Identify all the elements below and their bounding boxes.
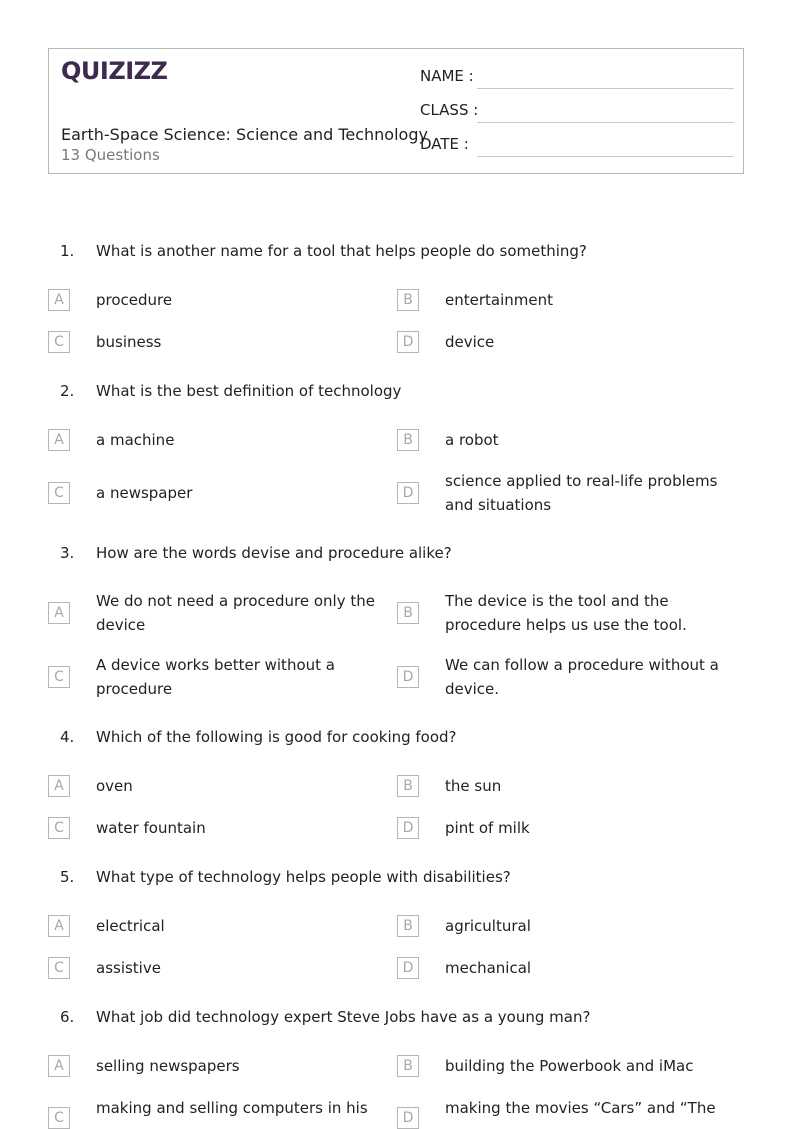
question xyxy=(0,728,794,752)
worksheet-title: Earth-Space Science: Science and Technology xyxy=(61,125,428,144)
option-letter-box[interactable]: B xyxy=(397,775,419,797)
option-text: selling newspapers xyxy=(96,1057,240,1075)
question-text: Which of the following is good for cooking food? xyxy=(96,728,457,746)
option-letter-box[interactable]: C xyxy=(48,331,70,353)
option-text: making the movies “Cars” and “The xyxy=(445,1099,716,1117)
option-letter-box[interactable]: D xyxy=(397,1107,419,1129)
option-text: the sun xyxy=(445,777,502,795)
option-letter-box[interactable]: B xyxy=(397,1055,419,1077)
option-letter-box[interactable]: D xyxy=(397,331,419,353)
option-letter-box[interactable]: C xyxy=(48,1107,70,1129)
date-label: DATE : xyxy=(420,135,469,153)
option-letter-box[interactable]: A xyxy=(48,429,70,451)
worksheet-header xyxy=(48,48,744,174)
option-letter-box[interactable]: B xyxy=(397,915,419,937)
name-label: NAME : xyxy=(420,67,474,85)
option-letter-box[interactable]: C xyxy=(48,957,70,979)
option-letter-box[interactable]: D xyxy=(397,482,419,504)
question-text: What is the best definition of technology xyxy=(96,382,402,400)
option-text: pint of milk xyxy=(445,819,530,837)
option-letter-box[interactable]: B xyxy=(397,289,419,311)
option-letter-box[interactable]: C xyxy=(48,482,70,504)
option-text: water fountain xyxy=(96,819,206,837)
question xyxy=(0,1008,794,1032)
option-letter-box[interactable]: D xyxy=(397,817,419,839)
option-text: a robot xyxy=(445,431,499,449)
question-number: 3. xyxy=(60,544,75,562)
class-field[interactable] xyxy=(420,101,734,125)
option-text: agricultural xyxy=(445,917,531,935)
question-text: How are the words devise and procedure alike? xyxy=(96,544,452,562)
question-text: What is another name for a tool that helps people do something? xyxy=(96,242,587,260)
option-text: The device is the tool and the procedure helps us use the tool. xyxy=(445,592,687,634)
class-line[interactable] xyxy=(477,122,734,123)
option-text: building the Powerbook and iMac xyxy=(445,1057,694,1075)
option-text: science applied to real-life problems and situations xyxy=(445,472,718,514)
option-letter-box[interactable]: B xyxy=(397,602,419,624)
option-text: making and selling computers in his xyxy=(96,1099,368,1117)
question-number: 2. xyxy=(60,382,75,400)
option-text: electrical xyxy=(96,917,165,935)
question-count: 13 Questions xyxy=(61,146,160,164)
option-text: business xyxy=(96,333,162,351)
option-letter-box[interactable]: A xyxy=(48,915,70,937)
date-field[interactable] xyxy=(420,135,734,159)
name-line[interactable] xyxy=(477,88,734,89)
question xyxy=(0,242,794,266)
option-letter-box[interactable]: D xyxy=(397,957,419,979)
question xyxy=(0,382,794,406)
question-text: What type of technology helps people with disabilities? xyxy=(96,868,511,886)
option-letter-box[interactable]: A xyxy=(48,602,70,624)
option-text: assistive xyxy=(96,959,161,977)
option-letter-box[interactable]: A xyxy=(48,289,70,311)
name-field[interactable] xyxy=(420,67,734,91)
question xyxy=(0,868,794,892)
question-number: 1. xyxy=(60,242,75,260)
option-text: a newspaper xyxy=(96,484,193,502)
option-text: mechanical xyxy=(445,959,532,977)
option-text: We can follow a procedure without a device. xyxy=(445,656,719,698)
option-text: A device works better without a procedure xyxy=(96,656,335,698)
question-number: 6. xyxy=(60,1008,75,1026)
option-letter-box[interactable]: B xyxy=(397,429,419,451)
question xyxy=(0,544,794,568)
date-line[interactable] xyxy=(477,156,734,157)
question-number: 4. xyxy=(60,728,75,746)
option-text: a machine xyxy=(96,431,175,449)
option-letter-box[interactable]: A xyxy=(48,775,70,797)
option-text: device xyxy=(445,333,495,351)
option-text: We do not need a procedure only the device xyxy=(96,592,375,634)
quizizz-logo: QUIZIZZ xyxy=(61,57,168,85)
class-label: CLASS : xyxy=(420,101,479,119)
question-text: What job did technology expert Steve Jobs have as a young man? xyxy=(96,1008,591,1026)
option-text: procedure xyxy=(96,291,173,309)
option-letter-box[interactable]: C xyxy=(48,817,70,839)
option-letter-box[interactable]: C xyxy=(48,666,70,688)
question-number: 5. xyxy=(60,868,75,886)
option-text: entertainment xyxy=(445,291,553,309)
option-text: oven xyxy=(96,777,133,795)
option-letter-box[interactable]: D xyxy=(397,666,419,688)
option-letter-box[interactable]: A xyxy=(48,1055,70,1077)
